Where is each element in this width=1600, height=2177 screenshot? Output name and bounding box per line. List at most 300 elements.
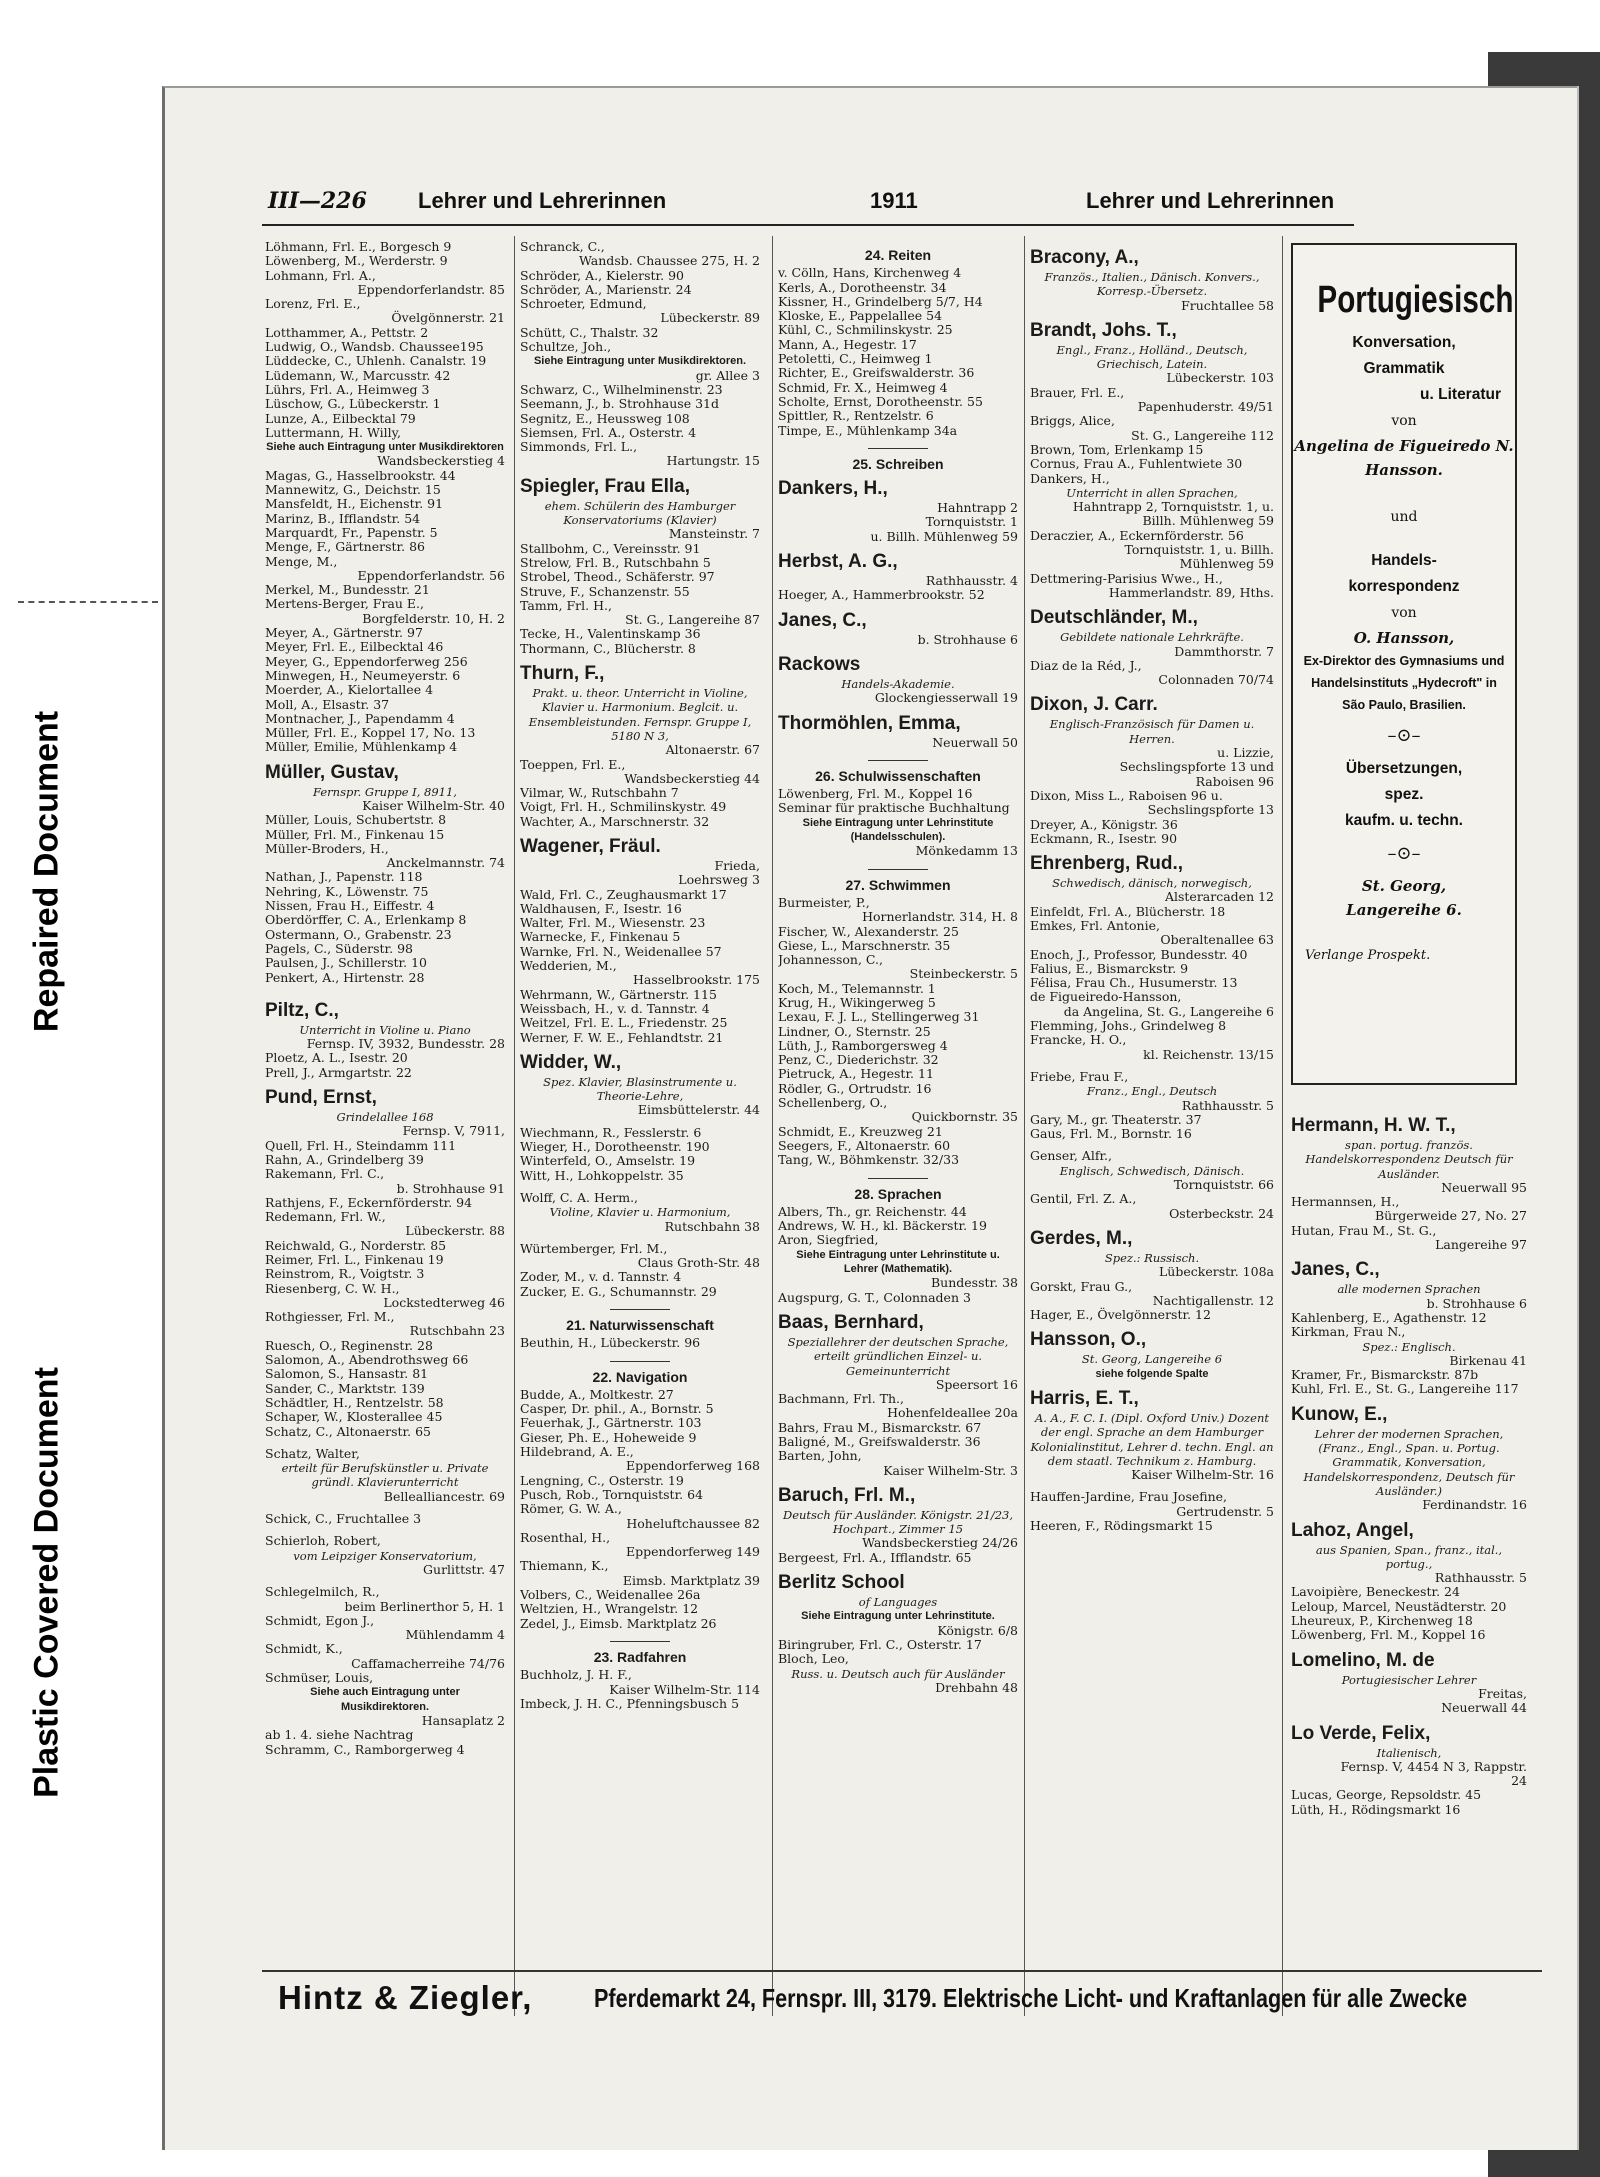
entry-note: Spez.: Englisch. (1362, 1339, 1456, 1354)
entry-name: Werner, F. W. E., Fehlandtstr. 21 (520, 1029, 724, 1045)
section-heading: 22. Navigation (592, 1368, 688, 1385)
plastic-covered-document-label: Plastic Covered Document (27, 1367, 66, 1798)
directory-entry (520, 585, 760, 599)
entry-name: Schranck, C., (520, 240, 605, 254)
entry-name: Bachmann, Frl. Th., (778, 1391, 904, 1407)
entry-name: Seemann, J., b. Strohhause 31d (520, 396, 720, 412)
entry-name: Schultze, Joh., (520, 339, 612, 355)
entry-address: Hasselbrookstr. 175 (632, 972, 760, 988)
directory-entry (1291, 1788, 1527, 1802)
entry-name: Lunze, A., Eilbecktal 79 (265, 410, 416, 426)
entry-name: Baruch, Frl. M., (778, 1484, 916, 1506)
ad-line: von (1391, 413, 1417, 429)
entry-name: Nissen, Frau H., Eiffestr. 4 (265, 898, 435, 914)
featured-entry (520, 835, 760, 873)
directory-entry (265, 1196, 505, 1210)
directory-entry (1291, 1585, 1527, 1599)
section-heading: 21. Naturwissenschaft (566, 1317, 714, 1333)
entry-address: Caffamacherreihe 74/76 (351, 1655, 505, 1671)
entry-name: Burmeister, P., (778, 894, 870, 910)
entry-name: Menge, M., (265, 553, 338, 569)
entry-address: Lübeckerstr. 103 (1166, 370, 1274, 386)
directory-entry (1291, 1195, 1527, 1224)
directory-entry (520, 1242, 760, 1271)
directory-entry (1030, 386, 1274, 415)
entry-address: Kaiser Wilhelm-Str. 3 (883, 1462, 1018, 1478)
entry-address: St. G., Langereihe 87 (625, 612, 760, 628)
entry-name: Eckmann, R., Isestr. 90 (1030, 830, 1178, 846)
entry-name: Löwenberg, M., Werderstr. 9 (265, 253, 448, 269)
directory-entry (1030, 1149, 1274, 1192)
ad-address: St. Georg, (1361, 877, 1447, 895)
directory-entry (520, 1336, 760, 1350)
directory-entry (1291, 1368, 1527, 1382)
entry-address: Hahntrapp 2 (937, 500, 1018, 516)
entry-name: Genser, Alfr., (1030, 1148, 1112, 1164)
featured-entry (1030, 246, 1274, 313)
entry-name: Bloch, Leo, (778, 1651, 849, 1667)
featured-entry (778, 1571, 1018, 1609)
entry-address: da Angelina, St. G., Langereihe 6 (1063, 1003, 1274, 1019)
entry-name: Tamm, Frl. H., (520, 597, 612, 613)
ad-line: u. Literatur (1420, 386, 1501, 403)
directory-entry (520, 1431, 760, 1445)
ad-title: Portugiesisch (1317, 279, 1514, 321)
entry-name: Oberdörffer, C. A., Erlenkamp 8 (265, 912, 467, 928)
entry-note: Violine, Klavier u. Harmonium, (549, 1205, 731, 1220)
directory-entry (520, 1559, 760, 1588)
entry-name: Rödler, G., Ortrudstr. 16 (778, 1080, 932, 1096)
directory-entry (520, 1445, 760, 1474)
entry-note: Italienisch, (1376, 1745, 1442, 1760)
entry-name: Strobel, Theod., Schäferstr. 97 (520, 569, 715, 585)
section-heading: 26. Schulwissenschaften (815, 767, 981, 784)
entry-address: Hahntrapp 2, Tornquiststr. 1, u. Billh. Mühlenweg 59 (1072, 499, 1274, 529)
entry-name: Schick, C., Fruchtallee 3 (265, 1511, 422, 1527)
entry-address: Bellealliancestr. 69 (383, 1488, 505, 1504)
entry-name: Zedel, J., Eimsb. Marktplatz 26 (520, 1615, 717, 1631)
directory-entry (520, 1270, 760, 1284)
entry-name: Pund, Ernst, (265, 1087, 377, 1109)
repaired-document-label: Repaired Document (27, 710, 66, 1033)
entry-name: Baas, Bernhard, (778, 1311, 924, 1333)
directory-entry (778, 787, 1018, 801)
directory-entry (520, 599, 760, 628)
entry-address: Nachtigallenstr. 12 (1152, 1292, 1274, 1308)
entry-name: Zoder, M., v. d. Tannstr. 4 (520, 1269, 682, 1285)
entry-name: Mansfeldt, H., Eichenstr. 91 (265, 496, 444, 512)
directory-entry (265, 1447, 505, 1504)
entry-name: Beuthin, H., Lübeckerstr. 96 (520, 1335, 701, 1351)
directory-entry (778, 1010, 1018, 1024)
directory-entry (265, 354, 505, 368)
entry-name: Krug, H., Wikingerweg 5 (778, 994, 936, 1010)
directory-entry (1291, 1803, 1527, 1817)
entry-name: ab 1. 4. siehe Nachtrag (265, 1727, 414, 1743)
entry-name: Schmidt, Egon J., (265, 1612, 375, 1628)
directory-entry (1030, 1113, 1274, 1127)
directory-entry (1291, 1614, 1527, 1628)
entry-name: Lengning, C., Osterstr. 19 (520, 1472, 684, 1488)
directory-entry (520, 397, 760, 411)
directory-entry (778, 424, 1018, 438)
entry-name: Lindner, O., Sternstr. 25 (778, 1023, 931, 1039)
directory-entry (265, 1153, 505, 1167)
entry-name: Lheureux, P., Kirchenweg 18 (1291, 1613, 1473, 1629)
page-number: III—226 (268, 188, 367, 214)
directory-entry (520, 1154, 760, 1168)
entry-name: Schierloh, Robert, (265, 1533, 381, 1549)
cross-reference-note: siehe folgende Spalte (1095, 1367, 1209, 1380)
entry-address: Neuerwall 44 (1441, 1700, 1527, 1716)
entry-address: Gurlittstr. 47 (423, 1561, 505, 1577)
entry-name: Feuerhak, J., Gärtnerstr. 103 (520, 1415, 702, 1431)
directory-entry (778, 1291, 1018, 1305)
section-heading: 24. Reiten (864, 247, 932, 263)
featured-entry (1291, 1649, 1527, 1702)
directory-entry (520, 1126, 760, 1140)
column-5 (1291, 1108, 1527, 2008)
directory-entry (778, 1392, 1018, 1421)
column-rule (514, 236, 515, 2016)
entry-name: Janes, C., (1291, 1259, 1380, 1281)
directory-entry (520, 988, 760, 1002)
directory-entry (778, 1652, 1018, 1695)
entry-name: Riesenberg, C. W. H., (265, 1280, 400, 1296)
featured-entry (265, 999, 505, 1052)
directory-entry (520, 1285, 760, 1299)
directory-entry (778, 1025, 1018, 1039)
entry-name: Schröder, A., Marienstr. 24 (520, 281, 692, 297)
section-heading: 27. Schwimmen (845, 876, 951, 893)
directory-entry (1030, 572, 1274, 601)
directory-entry (520, 786, 760, 800)
directory-entry (778, 1449, 1018, 1478)
column-rule (1024, 236, 1025, 2016)
entry-name: Brown, Tom, Erlenkamp 15 (1030, 441, 1204, 457)
entry-address: Lübeckerstr. 88 (405, 1223, 505, 1239)
entry-name: Penz, C., Diederichstr. 32 (778, 1052, 939, 1068)
directory-entry (778, 1139, 1018, 1153)
entry-name: Pagels, C., Süderstr. 98 (265, 940, 413, 956)
entry-note: Handels-Akademie. (841, 676, 955, 691)
entry-name: Müller, Louis, Schubertstr. 8 (265, 812, 447, 828)
directory-entry (778, 1039, 1018, 1053)
entry-name: Augspurg, G. T., Colonnaden 3 (778, 1289, 971, 1305)
featured-entry (778, 712, 1018, 750)
directory-entry (520, 1588, 760, 1602)
entry-name: Francke, H. O., (1030, 1032, 1127, 1048)
directory-entry (520, 902, 760, 916)
entry-note: Deutsch für Ausländer. Königstr. 21/23, Hochpart., Zimmer 15 (782, 1507, 1014, 1537)
entry-name: Lavoipière, Beneckestr. 24 (1291, 1584, 1460, 1600)
directory-entry (520, 916, 760, 930)
entry-name: Ruesch, O., Reginenstr. 28 (265, 1337, 433, 1353)
footer-rule (262, 1970, 1542, 1972)
directory-entry (520, 930, 760, 944)
entry-name: Strelow, Frl. B., Rutschbahn 5 (520, 554, 711, 570)
entry-name: Briggs, Alice, (1030, 413, 1115, 429)
directory-entry (1030, 529, 1274, 572)
entry-name: Kuhl, Frl. E., St. G., Langereihe 117 (1291, 1381, 1519, 1397)
entry-note: Spez.: Russisch. (1104, 1250, 1200, 1265)
entry-address: Wandsbeckerstieg 24/26 (862, 1535, 1018, 1551)
featured-entry (1291, 1114, 1527, 1195)
entry-name: Hansson, O., (1030, 1329, 1147, 1351)
entry-address: Oberaltenallee 63 (1160, 932, 1274, 948)
directory-entry (520, 570, 760, 584)
entry-address: Eimsb. Marktplatz 39 (622, 1572, 760, 1588)
directory-entry (1030, 990, 1274, 1019)
footer-advertisement (270, 1977, 1540, 2027)
entry-address: Sechslingspforte 13 (1147, 802, 1274, 818)
featured-entry (778, 653, 1018, 706)
entry-name: Giese, L., Marschnerstr. 35 (778, 937, 951, 953)
entry-name: Hildebrand, A. E., (520, 1444, 634, 1460)
directory-entry (778, 1053, 1018, 1067)
entry-name: Vilmar, W., Rutschbahn 7 (520, 785, 679, 801)
entry-name: Wedderien, M., (520, 958, 617, 974)
directory-entry (778, 1421, 1018, 1435)
entry-name: Montnacher, J., Papendamm 4 (265, 710, 455, 726)
entry-name: Schramm, C., Ramborgerweg 4 (265, 1741, 465, 1757)
entry-name: de Figueiredo-Hansson, (1030, 989, 1182, 1005)
entry-address: Rutschbahn 23 (409, 1323, 505, 1339)
directory-entry (265, 1210, 505, 1239)
entry-name: Lüdemann, W., Marcusstr. 42 (265, 367, 451, 383)
entry-name: Luttermann, H. Willy, (265, 424, 401, 440)
entry-name: Lüth, J., Ramborgersweg 4 (778, 1037, 948, 1053)
featured-entry (1030, 1227, 1274, 1280)
entry-name: Spiegler, Frau Ella, (520, 475, 691, 497)
entry-address: Papenhuderstr. 49/51 (1137, 399, 1274, 415)
directory-entry (520, 1016, 760, 1030)
directory-entry (1030, 919, 1274, 948)
entry-name: Kloske, E., Pappelallee 54 (778, 308, 943, 324)
directory-entry (265, 454, 505, 468)
directory-entry (520, 873, 760, 887)
directory-entry (265, 397, 505, 411)
entry-name: Schwarz, C., Wilhelminenstr. 23 (520, 381, 723, 397)
entry-name: Reinstrom, R., Voigtstr. 3 (265, 1266, 425, 1282)
entry-name: Mannewitz, G., Deichstr. 15 (265, 482, 441, 498)
entry-name: Scholte, Ernst, Dorotheenstr. 55 (778, 393, 983, 409)
entry-note: Speziallehrer der deutschen Sprache, erteilt gründlichen Einzel- u. Gemeinunterricht (787, 1334, 1009, 1378)
directory-entry (265, 1267, 505, 1281)
featured-entry (520, 662, 760, 757)
directory-entry (778, 1096, 1018, 1125)
entry-name: Rosenthal, H., (520, 1529, 611, 1545)
entry-name: Johannesson, C., (778, 952, 883, 968)
directory-entry (265, 240, 505, 254)
entry-name: Würtemberger, Frl. M., (520, 1240, 668, 1256)
entry-address: Rutschbahn 38 (664, 1218, 760, 1234)
entry-address: Mansteinstr. 7 (668, 526, 760, 542)
entry-address: Eppendorferlandstr. 85 (357, 281, 505, 297)
entry-name: Rahn, A., Grindelberg 39 (265, 1151, 424, 1167)
entry-note: Unterricht in Violine u. Piano (299, 1022, 471, 1037)
ad-line: Konversation, (1352, 334, 1456, 351)
directory-entry (265, 712, 505, 726)
entry-name: Merkel, M., Bundesstr. 21 (265, 582, 430, 598)
entry-address: Borgfelderstr. 10, H. 2 (362, 610, 505, 626)
directory-entry (265, 740, 505, 754)
directory-entry (1030, 1127, 1274, 1141)
entry-address: Langereihe 97 (1435, 1237, 1527, 1253)
directory-entry (778, 1638, 1018, 1652)
entry-address: Wandsb. Chaussee 275, H. 2 (579, 253, 760, 269)
entry-name: Lomelino, M. de (1291, 1649, 1435, 1671)
entry-name: Spittler, R., Rentzelstr. 6 (778, 408, 934, 424)
entry-name: Lorenz, Frl. E., (265, 296, 361, 312)
entry-address: Gertrudenstr. 5 (1176, 1503, 1274, 1519)
entry-name: Falius, E., Bismarckstr. 9 (1030, 960, 1189, 976)
cross-reference-note: Siehe Eintragung unter Lehrinstitute (Handelsschulen). (802, 816, 994, 844)
entry-address: Drehbahn 48 (935, 1679, 1018, 1695)
entry-name: Thormöhlen, Emma, (778, 712, 961, 734)
entry-name: Voigt, Frl. H., Schmilinskystr. 49 (520, 799, 727, 815)
entry-address: Rathhausstr. 5 (1181, 1097, 1274, 1113)
directory-entry (778, 1082, 1018, 1096)
directory-entry (265, 1167, 505, 1196)
directory-entry (1030, 962, 1274, 976)
entry-name: Witt, H., Lohkoppelstr. 35 (520, 1167, 684, 1183)
directory-entry (265, 698, 505, 712)
directory-entry (265, 1671, 505, 1685)
entry-address: Claus Groth-Str. 48 (637, 1255, 760, 1271)
directory-entry (265, 842, 505, 871)
featured-entry (778, 550, 1018, 588)
directory-entry (265, 1310, 505, 1339)
entry-name: Kühl, C., Schmilinskystr. 25 (778, 322, 953, 338)
entry-name: Warnecke, F., Finkenau 5 (520, 929, 681, 945)
directory-entry (265, 269, 505, 298)
entry-name: Zucker, E. G., Schumannstr. 29 (520, 1283, 717, 1299)
entry-name: Berlitz School (778, 1572, 905, 1594)
entry-name: Meyer, A., Gärtnerstr. 97 (265, 625, 423, 641)
section-heading: 28. Sprachen (854, 1185, 942, 1202)
directory-entry (520, 369, 760, 383)
entry-address: Rathhausstr. 5 (1434, 1570, 1527, 1586)
entry-address: Colonnaden 70/74 (1158, 672, 1274, 688)
cross-reference-note: Siehe auch Eintragung unter Musikdirektoren. (310, 1686, 460, 1713)
entry-name: Schütt, C., Thalstr. 32 (520, 324, 659, 340)
directory-entry (778, 588, 1018, 602)
featured-entry (520, 1051, 760, 1118)
entry-address: Tornquiststr. 66 (1173, 1177, 1274, 1193)
directory-entry (265, 626, 505, 640)
directory-entry (778, 925, 1018, 939)
entry-address: Eppendorferweg 168 (625, 1458, 760, 1474)
column-rule (1282, 236, 1283, 2016)
entry-name: Mann, A., Hegestr. 17 (778, 336, 917, 352)
entry-name: Lexau, F. J. L., Stellingerweg 31 (778, 1009, 980, 1025)
directory-entry (265, 1642, 505, 1671)
entry-note: of Languages (858, 1595, 938, 1610)
featured-entry (265, 1086, 505, 1139)
directory-entry (520, 1502, 760, 1531)
entry-name: Thiemann, K., (520, 1558, 609, 1574)
entry-name: Schmidt, E., Kreuzweg 21 (778, 1123, 943, 1139)
entry-name: Ehrenberg, Rud., (1030, 853, 1184, 875)
directory-entry (520, 1388, 760, 1402)
directory-entry (778, 266, 1018, 280)
cross-reference-note: Siehe auch Eintragung unter Musikdirektoren (266, 441, 504, 454)
entry-name: Mertens-Berger, Frau E., (265, 596, 424, 612)
directory-entry (265, 1396, 505, 1410)
entry-name: Richter, E., Greifswalderstr. 36 (778, 365, 975, 381)
directory-entry (778, 309, 1018, 323)
directory-entry (778, 982, 1018, 996)
featured-entry (1291, 1722, 1527, 1789)
entry-name: Schmid, Fr. X., Heimweg 4 (778, 379, 948, 395)
entry-name: Hager, E., Övelgönnerstr. 12 (1030, 1307, 1211, 1323)
section-rule (868, 448, 928, 449)
entry-name: Penkert, A., Hirtenstr. 28 (265, 969, 425, 985)
directory-entry (778, 996, 1018, 1010)
entry-address: Anckelmannstr. 74 (386, 855, 505, 871)
entry-address: Frieda, (714, 857, 760, 873)
entry-name: Dettmering-Parisius Wwe., H., (1030, 570, 1223, 586)
entry-address: Altonaerstr. 67 (665, 742, 760, 758)
entry-address: Mönkedamm 13 (915, 843, 1018, 859)
entry-name: Andrews, W. H., kl. Bäckerstr. 19 (778, 1218, 987, 1234)
directory-entry (265, 942, 505, 956)
entry-name: Schröder, A., Kielerstr. 90 (520, 267, 685, 283)
directory-entry (778, 338, 1018, 352)
entry-name: Weissbach, H., v. d. Tannstr. 4 (520, 1000, 710, 1016)
directory-entry (778, 1153, 1018, 1167)
entry-note: erteilt für Berufskünstler u. Private gründl. Klavierunterricht (281, 1461, 489, 1490)
entry-name: Harris, E. T., (1030, 1388, 1139, 1409)
entry-name: Schellenberg, O., (778, 1095, 888, 1111)
entry-name: Kahlenberg, E., Agathenstr. 12 (1291, 1309, 1487, 1325)
entry-address: beim Berlinerthor 5, H. 1 (344, 1598, 505, 1614)
entry-note: aus Spanien, Span., franz., ital., portug., (1315, 1542, 1503, 1571)
entry-name: Timpe, E., Mühlenkamp 34a (778, 422, 958, 438)
entry-name: Herbst, A. G., (778, 551, 898, 573)
entry-name: Müller-Broders, H., (265, 840, 389, 856)
entry-name: Müller, Emilie, Mühlenkamp 4 (265, 739, 458, 755)
directory-entry (520, 240, 760, 269)
directory-entry (520, 1474, 760, 1488)
featured-entry (1030, 852, 1274, 905)
featured-entry (1291, 1258, 1527, 1311)
directory-entry (1030, 1019, 1274, 1033)
entry-name: Löwenberg, Frl. M., Koppel 16 (1291, 1627, 1486, 1643)
entry-address: u. Lizzie, (1217, 745, 1274, 761)
entry-name: Kerls, A., Dorotheenstr. 34 (778, 279, 947, 295)
directory-entry (1030, 948, 1274, 962)
entry-name: Casper, Dr. phil., A., Bornstr. 5 (520, 1401, 714, 1417)
entry-name: Kissner, H., Grindelberg 5/7, H4 (778, 293, 983, 309)
entry-name: Marinz, B., Ifflandstr. 54 (265, 510, 421, 526)
directory-entry (778, 515, 1018, 529)
directory-entry (265, 870, 505, 884)
entry-address: Alsterarcaden 12 (1164, 889, 1274, 905)
entry-name: Buchholz, J. H. F., (520, 1667, 632, 1683)
entry-address: Kaiser Wilhelm-Str. 40 (362, 797, 505, 813)
entry-note: Franz., Engl., Deutsch (1086, 1084, 1218, 1099)
entry-name: Löwenberg, Frl. M., Koppel 16 (778, 786, 973, 802)
entry-name: Löhmann, Frl. E., Borgesch 9 (265, 240, 452, 254)
directory-entry (778, 323, 1018, 337)
directory-entry (1291, 1311, 1527, 1325)
entry-name: Waldhausen, F., Isestr. 16 (520, 900, 682, 916)
section-rule (868, 869, 928, 870)
directory-entry (265, 1066, 505, 1080)
directory-entry (1291, 1382, 1527, 1396)
